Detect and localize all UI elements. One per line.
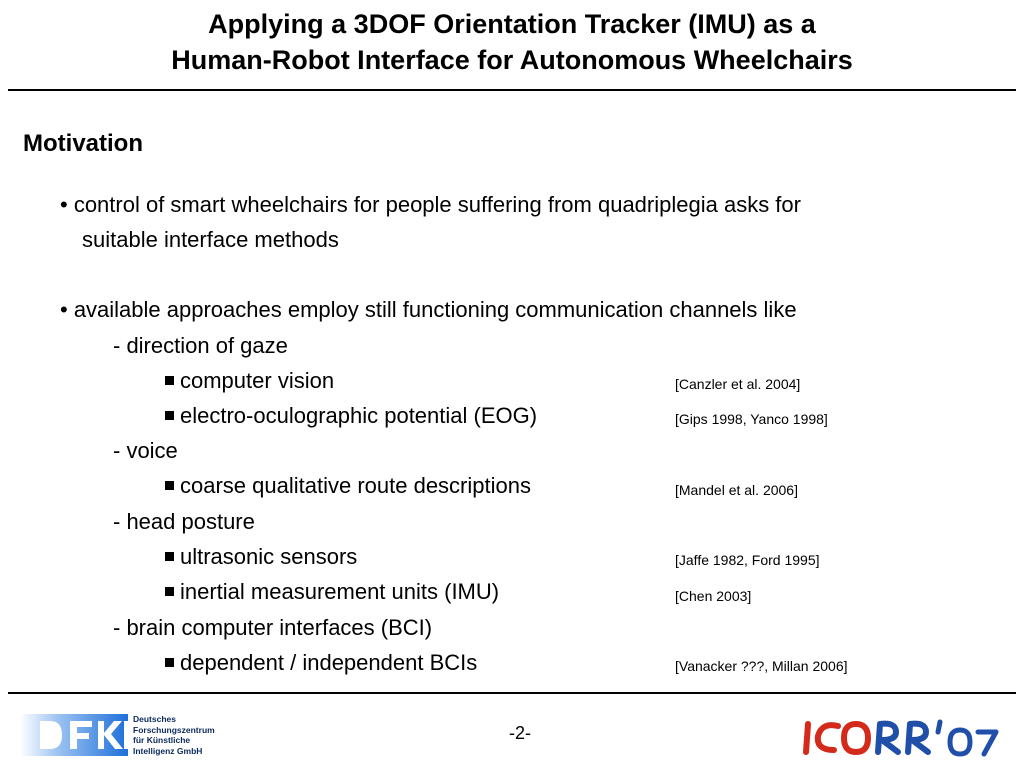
slide-title-line-1: Applying a 3DOF Orientation Tracker (IMU) as a [208,9,816,39]
sub-sub-item-computer-vision [165,367,334,395]
sub-sub-item-imu [165,578,499,606]
reference-mandel: [Mandel et al. 2006] [675,482,798,498]
dfki-name-line-2: Forschungszentrum [133,724,215,735]
sub-sub-item-label: dependent / independent BCIs [180,650,478,675]
sub-sub-item-route-descriptions [165,472,531,500]
sub-sub-item-label: computer vision [180,368,335,393]
slide-title [0,6,1024,78]
sub-item-head-posture: - head posture [113,509,255,534]
square-bullet-icon [165,481,174,490]
dfki-name-line-1: Deutsches [133,714,176,724]
icorr-logo [800,712,1010,758]
sub-sub-item-bcis [165,649,477,677]
sub-sub-item-label: inertial measurement units (IMU) [180,579,500,604]
reference-gips-yanco: [Gips 1998, Yanco 1998] [675,411,828,427]
reference-chen: [Chen 2003] [675,588,752,604]
bullet-1-line-1: • control of smart wheelchairs for people suffering from quadriplegia asks for [60,192,801,217]
reference-jaffe-ford: [Jaffe 1982, Ford 1995] [675,552,820,568]
reference-canzler: [Canzler et al. 2004] [675,376,801,392]
top-divider [8,89,1016,91]
dfki-name-text [133,714,215,756]
bullet-1-line-2: suitable interface methods [82,227,339,252]
square-bullet-icon [165,411,174,420]
square-bullet-icon [165,376,174,385]
sub-sub-item-ultrasonic [165,543,357,571]
sub-item-voice: - voice [113,438,178,463]
sub-sub-item-label: coarse qualitative route descriptions [180,473,531,498]
sub-item-bci: - brain computer interfaces (BCI) [113,615,433,640]
page-number: -2- [509,723,531,743]
reference-vanacker-millan: [Vanacker ???, Millan 2006] [675,658,848,674]
dfki-name-line-3: für Künstliche [133,735,191,745]
slide-title-line-2: Human-Robot Interface for Autonomous Wheelchairs [171,45,853,75]
bottom-divider [8,692,1016,694]
sub-item-gaze: - direction of gaze [113,333,288,358]
square-bullet-icon [165,552,174,561]
section-heading: Motivation [23,130,143,157]
bullet-2-line-1: • available approaches employ still functioning communication channels like [60,297,797,322]
sub-sub-item-label: electro-oculographic potential (EOG) [180,403,538,428]
dfki-name-line-4: Intelligenz GmbH [133,745,203,756]
sub-sub-item-eog [165,402,537,430]
square-bullet-icon [165,658,174,667]
sub-sub-item-label: ultrasonic sensors [180,544,358,569]
square-bullet-icon [165,587,174,596]
